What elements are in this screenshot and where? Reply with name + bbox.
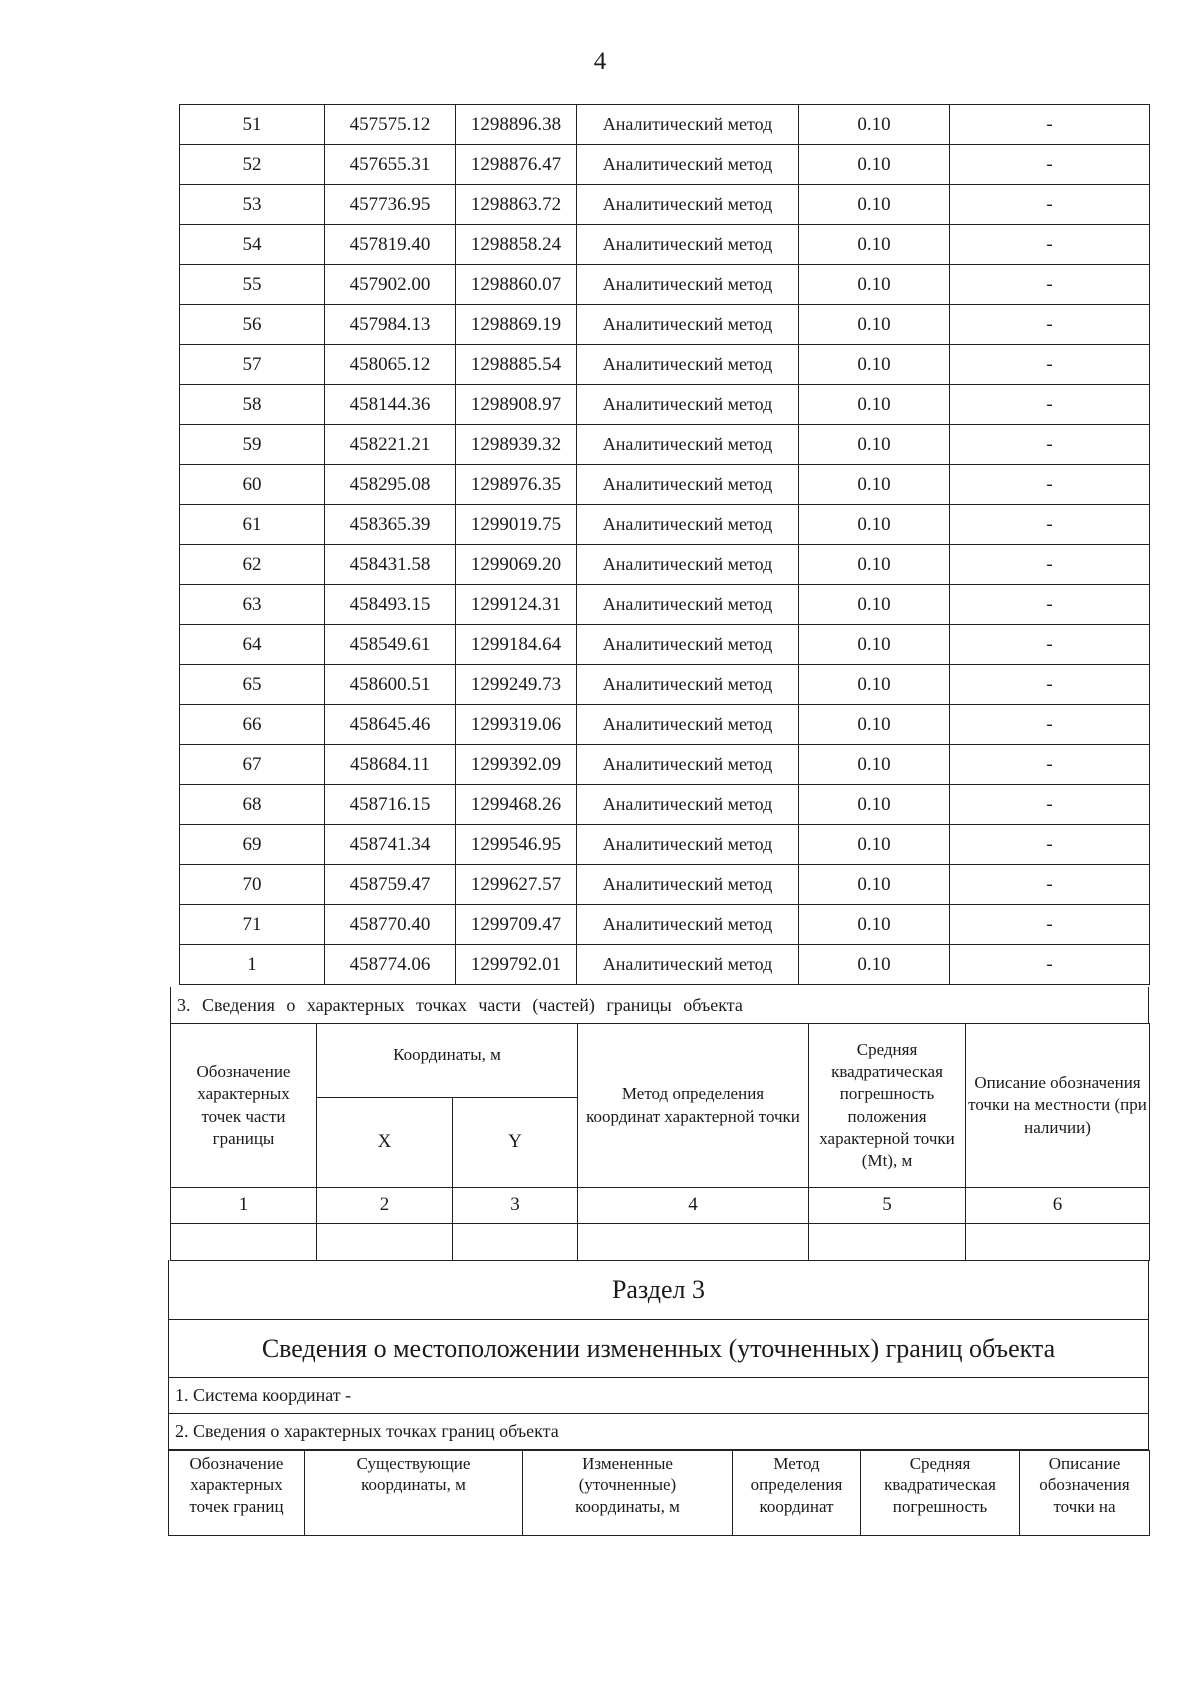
col-number-2: 2 xyxy=(317,1188,453,1224)
point-number: 63 xyxy=(180,585,325,625)
x-coordinate: 458065.12 xyxy=(325,345,456,385)
description: - xyxy=(950,345,1150,385)
point-number: 69 xyxy=(180,825,325,865)
coordinate-system-line: 1. Система координат - xyxy=(168,1378,1149,1414)
col-number-1: 1 xyxy=(171,1188,317,1224)
description: - xyxy=(950,945,1150,985)
y-coordinate: 1299709.47 xyxy=(456,905,577,945)
mt-value: 0.10 xyxy=(799,705,950,745)
point-number: 58 xyxy=(180,385,325,425)
mt-value: 0.10 xyxy=(799,585,950,625)
mt-value: 0.10 xyxy=(799,545,950,585)
y-coordinate: 1299249.73 xyxy=(456,665,577,705)
x-coordinate: 457902.00 xyxy=(325,265,456,305)
empty-cell xyxy=(171,1224,317,1261)
table-row xyxy=(180,585,1150,625)
point-number: 51 xyxy=(180,105,325,145)
section-3-title: 3. Сведения о характерных точках части (частей) границы объекта xyxy=(170,987,1149,1024)
x-coordinate: 458493.15 xyxy=(325,585,456,625)
x-coordinate: 458549.61 xyxy=(325,625,456,665)
empty-cell xyxy=(578,1224,809,1261)
description: - xyxy=(950,825,1150,865)
mt-value: 0.10 xyxy=(799,905,950,945)
table-row xyxy=(180,825,1150,865)
y-coordinate: 1299392.09 xyxy=(456,745,577,785)
description: - xyxy=(950,665,1150,705)
method: Аналитический метод xyxy=(577,665,799,705)
table-row xyxy=(180,465,1150,505)
y-coordinate: 1298885.54 xyxy=(456,345,577,385)
method: Аналитический метод xyxy=(577,905,799,945)
table-row xyxy=(180,665,1150,705)
y-coordinate: 1298876.47 xyxy=(456,145,577,185)
mt-value: 0.10 xyxy=(799,505,950,545)
header-existing-coordinates: Существующие координаты, м xyxy=(305,1451,523,1536)
mt-value: 0.10 xyxy=(799,385,950,425)
method: Аналитический метод xyxy=(577,785,799,825)
x-coordinate: 458431.58 xyxy=(325,545,456,585)
method: Аналитический метод xyxy=(577,425,799,465)
header-x: X xyxy=(317,1098,453,1188)
mt-value: 0.10 xyxy=(799,305,950,345)
description: - xyxy=(950,305,1150,345)
point-number: 68 xyxy=(180,785,325,825)
mt-value: 0.10 xyxy=(799,465,950,505)
table-row xyxy=(180,785,1150,825)
y-coordinate: 1299792.01 xyxy=(456,945,577,985)
y-coordinate: 1298869.19 xyxy=(456,305,577,345)
description: - xyxy=(950,145,1150,185)
x-coordinate: 458716.15 xyxy=(325,785,456,825)
table-row xyxy=(180,945,1150,985)
header-mt: Средняя квадратическая погрешность положения характерной точки (Mt), м xyxy=(809,1024,966,1188)
razdel-subtitle: Сведения о местоположении измененных (уточненных) границ объекта xyxy=(168,1320,1149,1378)
x-coordinate: 457736.95 xyxy=(325,185,456,225)
description: - xyxy=(950,505,1150,545)
mt-value: 0.10 xyxy=(799,425,950,465)
method: Аналитический метод xyxy=(577,745,799,785)
method: Аналитический метод xyxy=(577,345,799,385)
mt-value: 0.10 xyxy=(799,745,950,785)
empty-cell xyxy=(453,1224,578,1261)
mt-value: 0.10 xyxy=(799,865,950,905)
x-coordinate: 457655.31 xyxy=(325,145,456,185)
point-number: 56 xyxy=(180,305,325,345)
changed-boundaries-header-table xyxy=(168,1450,1150,1536)
table-row xyxy=(180,545,1150,585)
method: Аналитический метод xyxy=(577,825,799,865)
y-coordinate: 1299019.75 xyxy=(456,505,577,545)
y-coordinate: 1299319.06 xyxy=(456,705,577,745)
mt-value: 0.10 xyxy=(799,625,950,665)
table-row xyxy=(180,705,1150,745)
point-number: 67 xyxy=(180,745,325,785)
razdel-title: Раздел 3 xyxy=(168,1260,1149,1320)
point-number: 60 xyxy=(180,465,325,505)
point-number: 53 xyxy=(180,185,325,225)
method: Аналитический метод xyxy=(577,585,799,625)
description: - xyxy=(950,545,1150,585)
description: - xyxy=(950,425,1150,465)
x-coordinate: 458741.34 xyxy=(325,825,456,865)
description: - xyxy=(950,705,1150,745)
y-coordinate: 1298896.38 xyxy=(456,105,577,145)
x-coordinate: 458295.08 xyxy=(325,465,456,505)
col-number-4: 4 xyxy=(578,1188,809,1224)
method: Аналитический метод xyxy=(577,945,799,985)
mt-value: 0.10 xyxy=(799,825,950,865)
description: - xyxy=(950,265,1150,305)
x-coordinate: 458144.36 xyxy=(325,385,456,425)
header-description: Описание обозначения точки на xyxy=(1020,1451,1150,1536)
method: Аналитический метод xyxy=(577,865,799,905)
method: Аналитический метод xyxy=(577,545,799,585)
table-row xyxy=(180,105,1150,145)
x-coordinate: 458770.40 xyxy=(325,905,456,945)
method: Аналитический метод xyxy=(577,265,799,305)
description: - xyxy=(950,865,1150,905)
method: Аналитический метод xyxy=(577,385,799,425)
y-coordinate: 1298976.35 xyxy=(456,465,577,505)
mt-value: 0.10 xyxy=(799,225,950,265)
method: Аналитический метод xyxy=(577,705,799,745)
x-coordinate: 457575.12 xyxy=(325,105,456,145)
description: - xyxy=(950,745,1150,785)
table-row xyxy=(180,145,1150,185)
header-coordinates: Координаты, м xyxy=(317,1024,578,1098)
y-coordinate: 1299468.26 xyxy=(456,785,577,825)
method: Аналитический метод xyxy=(577,145,799,185)
method: Аналитический метод xyxy=(577,505,799,545)
y-coordinate: 1299124.31 xyxy=(456,585,577,625)
mt-value: 0.10 xyxy=(799,785,950,825)
method: Аналитический метод xyxy=(577,105,799,145)
point-number: 70 xyxy=(180,865,325,905)
y-coordinate: 1298860.07 xyxy=(456,265,577,305)
mt-value: 0.10 xyxy=(799,185,950,225)
boundary-points-line: 2. Сведения о характерных точках границ объекта xyxy=(168,1414,1149,1450)
point-number: 64 xyxy=(180,625,325,665)
y-coordinate: 1299184.64 xyxy=(456,625,577,665)
point-number: 59 xyxy=(180,425,325,465)
header-method: Метод определения координат характерной точки xyxy=(578,1024,809,1188)
x-coordinate: 458221.21 xyxy=(325,425,456,465)
method: Аналитический метод xyxy=(577,305,799,345)
mt-value: 0.10 xyxy=(799,265,950,305)
mt-value: 0.10 xyxy=(799,145,950,185)
mt-value: 0.10 xyxy=(799,665,950,705)
x-coordinate: 458759.47 xyxy=(325,865,456,905)
description: - xyxy=(950,385,1150,425)
y-coordinate: 1298863.72 xyxy=(456,185,577,225)
method: Аналитический метод xyxy=(577,625,799,665)
point-number: 65 xyxy=(180,665,325,705)
point-number: 62 xyxy=(180,545,325,585)
header-y: Y xyxy=(453,1098,578,1188)
table-row xyxy=(180,865,1150,905)
mt-value: 0.10 xyxy=(799,345,950,385)
y-coordinate: 1298858.24 xyxy=(456,225,577,265)
point-number: 66 xyxy=(180,705,325,745)
header-changed-coordinates: Измененные (уточненные) координаты, м xyxy=(523,1451,733,1536)
point-number: 61 xyxy=(180,505,325,545)
col-number-3: 3 xyxy=(453,1188,578,1224)
empty-cell xyxy=(317,1224,453,1261)
point-number: 1 xyxy=(180,945,325,985)
point-number: 54 xyxy=(180,225,325,265)
x-coordinate: 458365.39 xyxy=(325,505,456,545)
table-row xyxy=(180,425,1150,465)
description: - xyxy=(950,905,1150,945)
y-coordinate: 1299627.57 xyxy=(456,865,577,905)
table-row xyxy=(180,745,1150,785)
empty-cell xyxy=(966,1224,1150,1261)
mt-value: 0.10 xyxy=(799,945,950,985)
table-row xyxy=(180,905,1150,945)
table-row xyxy=(180,185,1150,225)
x-coordinate: 457819.40 xyxy=(325,225,456,265)
table-row xyxy=(180,265,1150,305)
description: - xyxy=(950,625,1150,665)
description: - xyxy=(950,105,1150,145)
point-number: 55 xyxy=(180,265,325,305)
y-coordinate: 1298908.97 xyxy=(456,385,577,425)
method: Аналитический метод xyxy=(577,225,799,265)
point-number: 71 xyxy=(180,905,325,945)
coordinates-table xyxy=(179,104,1150,985)
method: Аналитический метод xyxy=(577,185,799,225)
header-method: Метод определения координат xyxy=(733,1451,861,1536)
header-designation: Обозначение характерных точек границ xyxy=(169,1451,305,1536)
description: - xyxy=(950,225,1150,265)
parts-header-table xyxy=(170,1023,1150,1261)
col-number-6: 6 xyxy=(966,1188,1150,1224)
x-coordinate: 458684.11 xyxy=(325,745,456,785)
header-description: Описание обозначения точки на местности (при наличии) xyxy=(966,1024,1150,1188)
x-coordinate: 458645.46 xyxy=(325,705,456,745)
y-coordinate: 1299546.95 xyxy=(456,825,577,865)
y-coordinate: 1298939.32 xyxy=(456,425,577,465)
table-row xyxy=(180,225,1150,265)
point-number: 57 xyxy=(180,345,325,385)
point-number: 52 xyxy=(180,145,325,185)
description: - xyxy=(950,785,1150,825)
mt-value: 0.10 xyxy=(799,105,950,145)
table-row xyxy=(180,625,1150,665)
header-designation: Обозначение характерных точек части границы xyxy=(171,1024,317,1188)
description: - xyxy=(950,465,1150,505)
table-row xyxy=(180,505,1150,545)
description: - xyxy=(950,585,1150,625)
table-row xyxy=(180,385,1150,425)
description: - xyxy=(950,185,1150,225)
x-coordinate: 458774.06 xyxy=(325,945,456,985)
col-number-5: 5 xyxy=(809,1188,966,1224)
table-row xyxy=(180,305,1150,345)
header-mt: Средняя квадратическая погрешность xyxy=(861,1451,1020,1536)
x-coordinate: 458600.51 xyxy=(325,665,456,705)
empty-cell xyxy=(809,1224,966,1261)
table-row xyxy=(180,345,1150,385)
method: Аналитический метод xyxy=(577,465,799,505)
y-coordinate: 1299069.20 xyxy=(456,545,577,585)
x-coordinate: 457984.13 xyxy=(325,305,456,345)
page-number: 4 xyxy=(593,48,607,75)
